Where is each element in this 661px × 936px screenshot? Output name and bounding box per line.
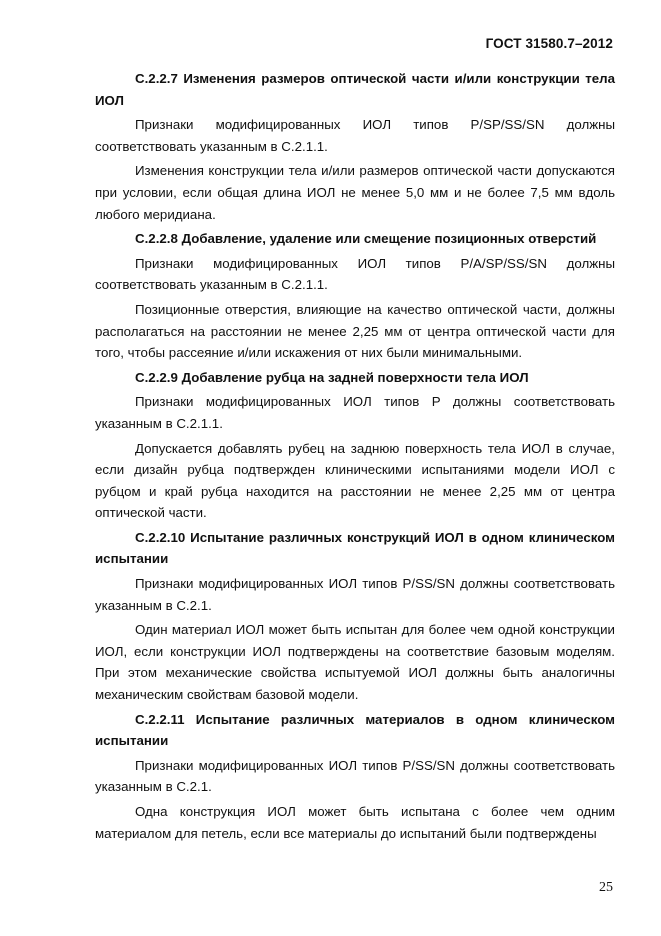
section-heading-c2-2-10: С.2.2.10 Испытание различных конструкций ИОЛ в одном клиническом испытании bbox=[95, 529, 615, 567]
paragraph: Одна конструкция ИОЛ может быть испытана с более чем одним материалом для петель, если все материалы до испытаний были подтверждены bbox=[95, 804, 615, 841]
standard-header: ГОСТ 31580.7–2012 bbox=[485, 36, 613, 51]
section-heading-c2-2-9: С.2.2.9 Добавление рубца на задней поверхности тела ИОЛ bbox=[135, 369, 529, 385]
paragraph: Позиционные отверстия, влияющие на качество оптической части, должны располагаться на расстоянии не менее 2,25 мм от центра оптической части для того, чтобы рассеяние и/или искажения от них были минимальными. bbox=[95, 301, 615, 361]
section-heading-c2-2-8: С.2.2.8 Добавление, удаление или смещение позиционных отверстий bbox=[135, 231, 597, 247]
paragraph: Признаки модифицированных ИОЛ типов P/SP/SS/SN должны соответствовать указанным в С.2.1.1. bbox=[95, 117, 615, 154]
section-heading-c2-2-11: С.2.2.11 Испытание различных материалов в одном клиническом испытании bbox=[95, 711, 615, 749]
paragraph: Изменения конструкции тела и/или размеров оптической части допускаются при условии, если общая длина ИОЛ не менее 5,0 мм и не более 7,5 мм вдоль любого меридиана. bbox=[95, 163, 615, 222]
paragraph: Признаки модифицированных ИОЛ типов P/SS/SN должны соответствовать указанным в С.2.1. bbox=[95, 576, 615, 613]
paragraph: Признаки модифицированных ИОЛ типов P/SS/SN должны соответствовать указанным в С.2.1. bbox=[95, 757, 615, 795]
paragraph: Один материал ИОЛ может быть испытан для более чем одной конструкции ИОЛ, если конструкции ИОЛ подтверждены на соответствие базовым моделям. При этом механические свойства испытуемой ИОЛ должны быть аналогичны механическим свойствам базовой модели. bbox=[95, 622, 615, 703]
paragraph: Допускается добавлять рубец на заднюю поверхность тела ИОЛ в случае, если дизайн рубца подтвержден клиническими испытаниями модели ИОЛ с рубцом и край рубца находится на расстоянии не менее 2,25 мм от центра оптической части. bbox=[95, 440, 615, 521]
section-heading-c2-2-7: С.2.2.7 Изменения размеров оптической части и/или конструкции тела ИОЛ bbox=[95, 71, 615, 108]
page-number: 25 bbox=[599, 880, 613, 895]
paragraph: Признаки модифицированных ИОЛ типов P должны соответствовать указанным в С.2.1.1. bbox=[95, 394, 615, 431]
document-body bbox=[95, 68, 615, 847]
paragraph: Признаки модифицированных ИОЛ типов P/A/SP/SS/SN должны соответствовать указанным в С.2.1.1. bbox=[95, 255, 615, 293]
